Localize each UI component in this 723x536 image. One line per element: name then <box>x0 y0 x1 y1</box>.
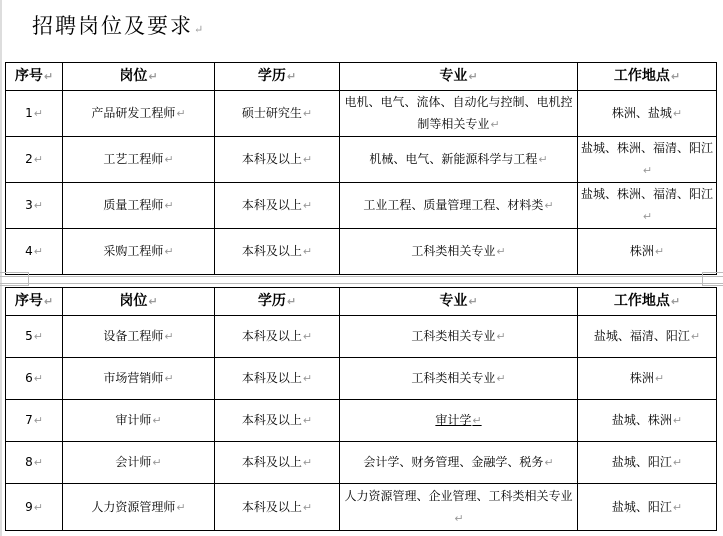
page-edge <box>0 0 2 536</box>
document-title: 招聘岗位及要求 ↵ <box>32 10 205 40</box>
cell-education <box>215 442 340 484</box>
cell-no <box>6 91 63 137</box>
cell-no-text: 4 ↵ <box>25 244 43 258</box>
table-row <box>6 137 717 183</box>
cell-location-text: 株洲 ↵ <box>630 244 664 258</box>
recruitment-table-part2 <box>5 287 717 531</box>
cell-no-text: 9 ↵ <box>25 500 43 514</box>
cell-education-text: 本科及以上 ↵ <box>242 244 312 258</box>
table-row <box>6 183 717 229</box>
cell-position-text: 采购工程师 ↵ <box>103 244 173 258</box>
header-major: 专业 ↵ <box>340 63 578 91</box>
cell-location-text: 盐城、株洲 ↵ <box>612 413 682 427</box>
cell-location <box>578 316 717 358</box>
cell-major-text: 电机、电气、流体、自动化与控制、电机控制等相关专业 ↵ <box>344 95 572 131</box>
cell-location <box>578 358 717 400</box>
header-position: 岗位 ↵ <box>63 63 215 91</box>
cell-major-text: 会计学、财务管理、金融学、税务 ↵ <box>363 455 553 469</box>
cell-major-text: 工科类相关专业 ↵ <box>411 371 505 385</box>
cell-location <box>578 484 717 531</box>
table-row <box>6 442 717 484</box>
recruitment-table-part1 <box>5 62 717 275</box>
cell-position-text: 质量工程师 ↵ <box>103 198 173 212</box>
cell-position <box>63 400 215 442</box>
header-location: 工作地点 ↵ <box>578 288 717 316</box>
cell-education <box>215 316 340 358</box>
header-education: 学历 ↵ <box>215 63 340 91</box>
cell-education <box>215 358 340 400</box>
page-break-marker-left <box>0 272 29 286</box>
cell-position-text: 工艺工程师 ↵ <box>103 152 173 166</box>
cell-education <box>215 137 340 183</box>
cell-location-text: 盐城、株洲、福清、阳江 ↵ <box>581 187 713 223</box>
cell-major-text: 人力资源管理、企业管理、工科类相关专业 ↵ <box>344 489 572 525</box>
cell-education-text: 本科及以上 ↵ <box>242 152 312 166</box>
header-major: 专业 ↵ <box>340 288 578 316</box>
cell-education-text: 本科及以上 ↵ <box>242 329 312 343</box>
cell-education-text: 本科及以上 ↵ <box>242 455 312 469</box>
cell-position-text: 审计师 ↵ <box>115 413 161 427</box>
cell-position-text: 人力资源管理师 ↵ <box>91 500 185 514</box>
cell-location <box>578 137 717 183</box>
cell-education <box>215 183 340 229</box>
cell-no-text: 2 ↵ <box>25 152 43 166</box>
cell-location-text: 株洲、盐城 ↵ <box>612 106 682 120</box>
cell-no-text: 1 ↵ <box>25 106 43 120</box>
cell-education-text: 硕士研究生 ↵ <box>242 106 312 120</box>
cell-major <box>340 229 578 275</box>
cell-location <box>578 91 717 137</box>
table-row <box>6 91 717 137</box>
cell-position <box>63 442 215 484</box>
header-no: 序号 ↵ <box>6 288 63 316</box>
cell-location <box>578 400 717 442</box>
cell-location-text: 盐城、阳江 ↵ <box>612 455 682 469</box>
header-location: 工作地点 ↵ <box>578 63 717 91</box>
cell-no <box>6 316 63 358</box>
header-position: 岗位 ↵ <box>63 288 215 316</box>
header-education: 学历 ↵ <box>215 288 340 316</box>
page-break-marker-right <box>702 272 723 286</box>
cell-major-text: 工业工程、质量管理工程、材料类 ↵ <box>363 198 553 212</box>
cell-education-text: 本科及以上 ↵ <box>242 371 312 385</box>
cell-no <box>6 400 63 442</box>
cell-major-text: 机械、电气、新能源科学与工程 ↵ <box>369 152 547 166</box>
cell-position-text: 会计师 ↵ <box>115 455 161 469</box>
cell-position-text: 市场营销师 ↵ <box>103 371 173 385</box>
cell-education <box>215 400 340 442</box>
header-row <box>6 288 717 316</box>
cell-position-text: 设备工程师 ↵ <box>103 329 173 343</box>
cell-major-text: 工科类相关专业 ↵ <box>411 329 505 343</box>
cell-position <box>63 316 215 358</box>
table-row <box>6 400 717 442</box>
cell-major <box>340 400 578 442</box>
cell-major-text: 审计学 ↵ <box>435 413 481 427</box>
page-break <box>0 276 723 284</box>
cell-major <box>340 442 578 484</box>
table-row <box>6 229 717 275</box>
cell-location-text: 株洲 ↵ <box>630 371 664 385</box>
cell-position <box>63 229 215 275</box>
cell-education <box>215 484 340 531</box>
cell-location <box>578 183 717 229</box>
cell-location-text: 盐城、福清、阳江 ↵ <box>594 329 700 343</box>
cell-no-text: 6 ↵ <box>25 371 43 385</box>
cell-no <box>6 484 63 531</box>
cell-position <box>63 91 215 137</box>
header-row <box>6 63 717 91</box>
cell-location-text: 盐城、株洲、福清、阳江 ↵ <box>581 141 713 177</box>
cell-major <box>340 137 578 183</box>
cell-position <box>63 183 215 229</box>
cell-major <box>340 484 578 531</box>
cell-major-text: 工科类相关专业 ↵ <box>411 244 505 258</box>
cell-no <box>6 442 63 484</box>
table-row <box>6 316 717 358</box>
cell-no <box>6 358 63 400</box>
cell-no-text: 3 ↵ <box>25 198 43 212</box>
cell-position <box>63 137 215 183</box>
cell-no <box>6 183 63 229</box>
cell-location-text: 盐城、阳江 ↵ <box>612 500 682 514</box>
cell-location <box>578 442 717 484</box>
cell-location <box>578 229 717 275</box>
cell-major <box>340 91 578 137</box>
cell-position <box>63 358 215 400</box>
cell-major <box>340 358 578 400</box>
cell-position <box>63 484 215 531</box>
cell-education <box>215 229 340 275</box>
cell-education-text: 本科及以上 ↵ <box>242 500 312 514</box>
header-no: 序号 ↵ <box>6 63 63 91</box>
cell-no-text: 7 ↵ <box>25 413 43 427</box>
cell-no <box>6 229 63 275</box>
cell-education <box>215 91 340 137</box>
cell-major <box>340 316 578 358</box>
cell-education-text: 本科及以上 ↵ <box>242 198 312 212</box>
cell-no-text: 8 ↵ <box>25 455 43 469</box>
table-row <box>6 358 717 400</box>
cell-no-text: 5 ↵ <box>25 329 43 343</box>
cell-position-text: 产品研发工程师 ↵ <box>91 106 185 120</box>
cell-major <box>340 183 578 229</box>
table-row <box>6 484 717 531</box>
cell-education-text: 本科及以上 ↵ <box>242 413 312 427</box>
cell-no <box>6 137 63 183</box>
